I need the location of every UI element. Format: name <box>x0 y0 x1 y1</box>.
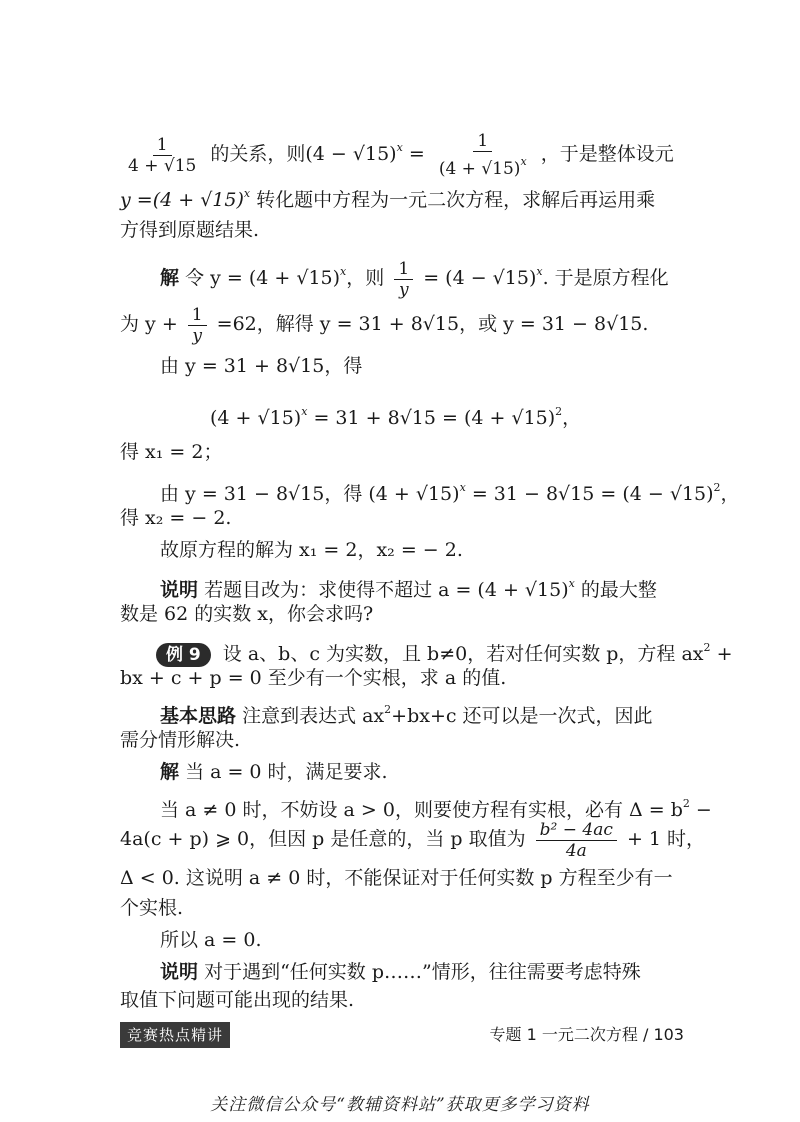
text-line: 说明 对于遇到“任何实数 p……”情形，往往需要考虑特殊 <box>160 961 641 983</box>
text-line <box>120 894 686 922</box>
example-badge: 例 9 <box>156 643 211 667</box>
text-line: 由 y = 31 − 8√15，得 $(4 + √15)^x = 31 - 8√15 = (4 - √15)^2$， <box>160 481 740 505</box>
text-span: y =(4 + √15) <box>120 189 244 211</box>
text-line: 解 当 a = 0 时，满足要求. <box>160 761 388 783</box>
text-span: 取值下问题可能出现的结果. <box>120 989 355 1011</box>
text-span: 故原方程的解为 x₁ = 2，x₂ = − 2. <box>160 539 463 561</box>
text-span: 由 y = 31 + 8√15，得 <box>160 355 363 377</box>
text-line <box>160 536 686 564</box>
text-line <box>160 352 686 380</box>
superscript: x <box>396 141 403 154</box>
text-line <box>120 216 686 244</box>
text-span: 得 x₂ = − 2. <box>120 507 232 529</box>
text-span: Δ < 0. 这说明 a ≠ 0 时，不能保证对于任何实数 p 方程至少有一 <box>120 867 673 889</box>
fraction: $\frac{1}{y}$ <box>394 259 413 300</box>
fraction-denominator: $(4 + √15)^x$ <box>438 155 527 179</box>
text-line <box>120 986 686 1014</box>
text-span: 数是 62 的实数 x，你会求吗? <box>120 603 374 625</box>
text-span: 个实根. <box>120 897 184 919</box>
text-line <box>120 504 686 532</box>
fraction <box>435 131 531 179</box>
text-span: 所以 a = 0. <box>160 929 262 951</box>
text-span: ，于是整体设元 <box>540 143 674 165</box>
text-line: $\frac{1}{4 + √15}$ 的关系，则$(4 - √15)^x$ = $\frac{1}{(4 + √15)^x}$ ，于是整体设元 <box>120 128 686 179</box>
fraction: $\frac{1}{y}$ <box>188 305 207 346</box>
text-span: 令 y = (4 + √15) <box>185 267 341 289</box>
text-line <box>120 664 686 692</box>
fraction-numerator: 1 <box>473 131 492 152</box>
display-equation: $(4 + √15)^x = 31 + 8√15 = (4 + √15)^2$， <box>210 405 582 429</box>
text-line: $y =(4 + √15)^x$ 转化题中方程为一元二次方程，求解后再运用乘 <box>120 187 656 211</box>
text-span: 得 x₁ = 2； <box>120 441 223 463</box>
text-span: 转化题中方程为一元二次方程，求解后再运用乘 <box>256 189 656 211</box>
text-line: 基本思路 注意到表达式 $ax^2+bx+c$ 还可以是一次式，因此 <box>160 703 653 727</box>
fraction-numerator: 1 <box>153 135 172 156</box>
text-line: 当 a ≠ 0 时，不妨设 a > 0，则要使方程有实根，必有 $\Delta = b^2$ − <box>160 797 712 821</box>
fraction <box>124 135 200 176</box>
text-line: 说明 若题目改为：求使得不超过 $a = (4 + √15)^x$ 的最大整 <box>160 577 657 601</box>
text-span: 为 y + <box>120 313 178 335</box>
text-span: bx + c + p = 0 至少有一个实根，求 a 的值. <box>120 667 507 689</box>
text-line <box>120 864 686 892</box>
text-span: =62，解得 y = 31 + 8√15，或 y = 31 − 8√15. <box>216 313 649 335</box>
text-line: 4a(c + p) ⩾ 0，但因 p 是任意的，当 p 取值为 $\frac{\text{b² − 4ac}}{4a}$ + 1 时， <box>120 819 706 861</box>
text-line <box>120 438 686 466</box>
watermark-text: 关注微信公众号“教辅资料站”获取更多学习资料 <box>210 1095 590 1115</box>
text-line <box>120 304 686 346</box>
text-line: 解 令 $y = (4 + √15)^x$，则 $\frac{1}{y}$ = $(4 - √15)^x$. 于是原方程化 <box>160 258 669 300</box>
text-span: 需分情形解决. <box>120 729 241 751</box>
page-header-footer: 专题 1 一元二次方程 / 103 <box>489 1025 684 1044</box>
fraction: $\frac{\text{b² − 4ac}}{4a}$ <box>536 820 617 861</box>
text-span: 方得到原题结果. <box>120 219 260 241</box>
text-span: 的关系，则(4 − √15) <box>210 143 397 165</box>
approach-label: 基本思路 <box>160 705 237 727</box>
solution-label: 解 <box>160 761 180 783</box>
text-line <box>120 726 686 754</box>
text-line: 例 9 设 a、b、c 为实数，且 b≠0，若对任何实数 p，方程 $ax^2$ + <box>156 634 682 668</box>
fraction-denominator: 4 + √15 <box>128 155 197 176</box>
text-line <box>120 600 686 628</box>
series-label-box: 竞赛热点精讲 <box>120 1022 230 1048</box>
text-line <box>160 926 686 954</box>
solution-label: 解 <box>160 267 180 289</box>
note-label: 说明 <box>160 961 199 983</box>
note-label: 说明 <box>160 579 199 601</box>
